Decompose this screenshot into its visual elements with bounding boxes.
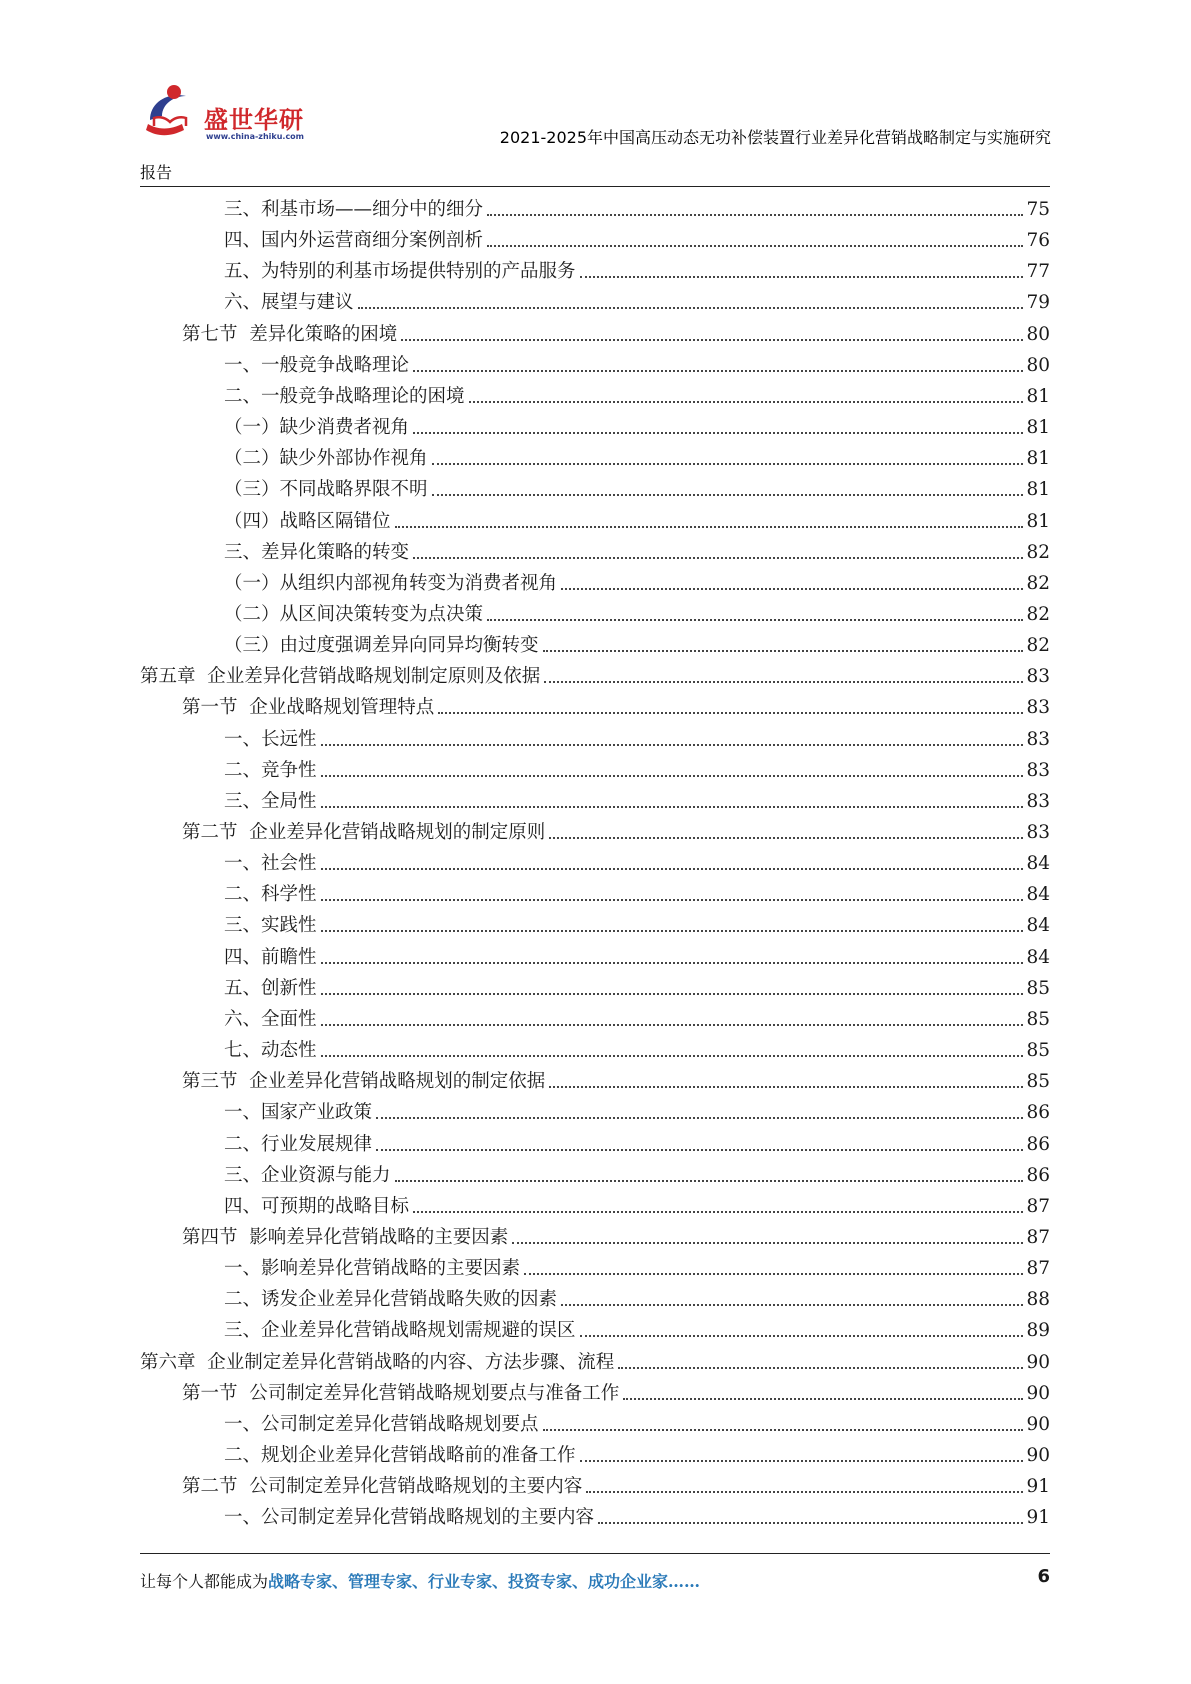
- toc-entry[interactable]: [224, 502, 1050, 533]
- toc-dot-leader: [549, 836, 1023, 839]
- toc-entry[interactable]: [224, 470, 1050, 501]
- toc-dot-leader: [561, 1303, 1023, 1306]
- toc-entry-title: （二）从区间决策转变为点决策: [224, 603, 484, 625]
- toc-dot-leader: [586, 1490, 1023, 1493]
- toc-dot-leader: [469, 400, 1024, 403]
- toc-entry-title: （三）不同战略界限不明: [224, 479, 428, 501]
- toc-dot-leader: [580, 275, 1024, 278]
- toc-entry[interactable]: [224, 938, 1050, 969]
- toc-entry-title: 第二节 公司制定差异化营销战略规划的主要内容: [182, 1476, 583, 1498]
- toc-entry-title: 四、可预期的战略目标: [224, 1195, 410, 1217]
- toc-entry-page: 90: [1026, 1351, 1050, 1373]
- toc-entry-title: 第六章 企业制定差异化营销战略的内容、方法步骤、流程: [140, 1351, 615, 1373]
- toc-entry-page: 91: [1026, 1476, 1050, 1498]
- toc-dot-leader: [376, 1148, 1023, 1151]
- toc-dot-leader: [413, 556, 1023, 559]
- toc-entry-title: 四、前瞻性: [224, 946, 317, 968]
- toc-entry-title: 二、诱发企业差异化营销战略失败的因素: [224, 1289, 558, 1311]
- logo-url: www.china-zhiku.com: [206, 132, 305, 141]
- toc-dot-leader: [598, 1521, 1023, 1524]
- toc-entry-title: 四、国内外运营商细分案例剖析: [224, 230, 484, 252]
- footer-slogan-suffix: ……: [668, 1572, 701, 1591]
- toc-entry[interactable]: [224, 377, 1050, 408]
- toc-dot-leader: [487, 244, 1023, 247]
- toc-entry[interactable]: [224, 1405, 1050, 1436]
- toc-entry-page: 91: [1026, 1507, 1050, 1529]
- toc-entry[interactable]: [224, 595, 1050, 626]
- toc-dot-leader: [487, 618, 1023, 621]
- toc-entry-page: 85: [1026, 1008, 1050, 1030]
- toc-entry-page: 87: [1026, 1226, 1050, 1248]
- logo-emblem-icon: [140, 80, 204, 144]
- toc-entry-page: 83: [1026, 759, 1050, 781]
- toc-entry-page: 82: [1026, 541, 1050, 563]
- toc-entry-page: 90: [1026, 1413, 1050, 1435]
- toc-entry[interactable]: [224, 1311, 1050, 1342]
- toc-dot-leader: [524, 1272, 1023, 1275]
- toc-dot-leader: [561, 587, 1023, 590]
- toc-entry[interactable]: [224, 1498, 1050, 1529]
- toc-dot-leader: [413, 369, 1023, 372]
- toc-entry[interactable]: [224, 844, 1050, 875]
- toc-entry-title: 第五章 企业差异化营销战略规划制定原则及依据: [140, 666, 541, 688]
- toc-entry-page: 85: [1026, 1040, 1050, 1062]
- toc-dot-leader: [321, 898, 1024, 901]
- toc-entry-page: 81: [1026, 417, 1050, 439]
- toc-entry[interactable]: [224, 283, 1050, 314]
- toc-entry[interactable]: [224, 1125, 1050, 1156]
- toc-entry[interactable]: [182, 813, 1050, 844]
- toc-entry-page: 83: [1026, 790, 1050, 812]
- toc-entry-title: 三、全局性: [224, 790, 317, 812]
- toc-dot-leader: [321, 805, 1024, 808]
- toc-entry-title: 二、竞争性: [224, 759, 317, 781]
- toc-entry-page: 80: [1026, 354, 1050, 376]
- toc-dot-leader: [321, 992, 1024, 995]
- toc-entry-page: 90: [1026, 1445, 1050, 1466]
- toc-entry-page: 76: [1026, 230, 1050, 252]
- toc-entry-page: 86: [1026, 1102, 1050, 1124]
- report-title-continuation: 报告: [140, 163, 173, 182]
- toc-entry-title: （二）缺少外部协作视角: [224, 448, 428, 470]
- toc-entry-title: 三、企业差异化营销战略规划需规避的误区: [224, 1320, 576, 1342]
- header-divider: [140, 186, 1050, 187]
- toc-entry-page: 82: [1026, 603, 1050, 625]
- toc-entry-page: 87: [1026, 1258, 1050, 1280]
- toc-dot-leader: [395, 1179, 1024, 1182]
- toc-entry[interactable]: [224, 751, 1050, 782]
- toc-entry-page: 82: [1026, 635, 1050, 657]
- toc-entry-title: 六、展望与建议: [224, 292, 354, 314]
- toc-dot-leader: [321, 1023, 1024, 1026]
- toc-dot-leader: [580, 1459, 1024, 1462]
- toc-dot-leader: [321, 1054, 1024, 1057]
- toc-entry[interactable]: [182, 315, 1050, 346]
- toc-entry-page: 84: [1026, 853, 1050, 875]
- toc-entry-title: 第四节 影响差异化营销战略的主要因素: [182, 1226, 509, 1248]
- toc-entry-title: 第一节 公司制定差异化营销战略规划要点与准备工作: [182, 1382, 620, 1404]
- toc-entry[interactable]: [224, 1187, 1050, 1218]
- toc-entry-title: （一）缺少消费者视角: [224, 417, 410, 439]
- toc-dot-leader: [321, 774, 1024, 777]
- toc-dot-leader: [432, 462, 1024, 465]
- toc-entry[interactable]: [224, 221, 1050, 252]
- toc-entry[interactable]: [224, 626, 1050, 657]
- toc-entry-page: 84: [1026, 946, 1050, 968]
- toc-dot-leader: [432, 493, 1024, 496]
- toc-entry-page: 86: [1026, 1133, 1050, 1155]
- toc-entry[interactable]: [224, 1031, 1050, 1062]
- toc-entry-page: 81: [1026, 479, 1050, 501]
- toc-entry-page: 85: [1026, 977, 1050, 999]
- toc-dot-leader: [438, 711, 1023, 714]
- toc-entry[interactable]: [182, 1374, 1050, 1405]
- toc-entry-page: 87: [1026, 1195, 1050, 1217]
- toc-entry[interactable]: [224, 564, 1050, 595]
- toc-entry[interactable]: [140, 1343, 1050, 1374]
- toc-entry-title: 一、公司制定差异化营销战略规划的主要内容: [224, 1507, 595, 1529]
- toc-entry-title: （四）战略区隔错位: [224, 510, 391, 532]
- toc-entry-title: 二、科学性: [224, 884, 317, 906]
- toc-entry[interactable]: [182, 688, 1050, 719]
- toc-entry-title: 五、创新性: [224, 977, 317, 999]
- toc-entry[interactable]: [224, 720, 1050, 751]
- toc-entry-title: 一、影响差异化营销战略的主要因素: [224, 1258, 521, 1280]
- toc-entry[interactable]: [224, 533, 1050, 564]
- toc-entry-title: 第一节 企业战略规划管理特点: [182, 697, 435, 719]
- toc-entry-title: 七、动态性: [224, 1040, 317, 1062]
- toc-entry-title: 三、实践性: [224, 915, 317, 937]
- toc-dot-leader: [413, 1210, 1023, 1213]
- toc-entry-page: 79: [1026, 292, 1050, 314]
- toc-entry-title: 一、一般竞争战略理论: [224, 354, 410, 376]
- toc-entry-page: 80: [1026, 323, 1050, 345]
- toc-dot-leader: [401, 338, 1023, 341]
- toc-entry-page: 90: [1026, 1382, 1050, 1404]
- toc-entry[interactable]: [224, 906, 1050, 937]
- toc-entry-title: 一、社会性: [224, 853, 317, 875]
- toc-dot-leader: [512, 1241, 1023, 1244]
- footer-slogan-highlight: 战略专家、管理专家、行业专家、投资专家、成功企业家: [268, 1572, 669, 1591]
- page-number: 6: [1037, 1566, 1050, 1587]
- toc-entry-title: 第三节 企业差异化营销战略规划的制定依据: [182, 1071, 546, 1093]
- toc-entry[interactable]: [224, 252, 1050, 283]
- toc-entry-title: （一）从组织内部视角转变为消费者视角: [224, 572, 558, 594]
- toc-entry-page: 84: [1026, 884, 1050, 906]
- toc-entry-title: 第七节 差异化策略的困境: [182, 323, 398, 345]
- toc-entry-page: 83: [1026, 822, 1050, 843]
- toc-entry-page: 88: [1026, 1289, 1050, 1311]
- page-header: [0, 0, 1191, 190]
- toc-entry-title: 五、为特别的利基市场提供特别的产品服务: [224, 261, 576, 283]
- toc-entry[interactable]: [224, 969, 1050, 1000]
- toc-dot-leader: [321, 961, 1024, 964]
- toc-dot-leader: [376, 1116, 1023, 1119]
- toc-dot-leader: [544, 680, 1023, 683]
- toc-entry-page: 89: [1026, 1320, 1050, 1342]
- toc-entry[interactable]: [224, 408, 1050, 439]
- toc-entry-title: （三）由过度强调差异向同异均衡转变: [224, 635, 539, 657]
- toc-dot-leader: [395, 525, 1024, 528]
- toc-entry-page: 83: [1026, 728, 1050, 750]
- toc-entry-title: 一、国家产业政策: [224, 1102, 373, 1124]
- toc-dot-leader: [487, 213, 1023, 216]
- toc-dot-leader: [543, 649, 1024, 652]
- toc-entry-page: 81: [1026, 385, 1050, 407]
- toc-entry[interactable]: [224, 1000, 1050, 1031]
- toc-dot-leader: [321, 867, 1024, 870]
- toc-entry[interactable]: [182, 1062, 1050, 1093]
- toc-entry-title: 六、全面性: [224, 1008, 317, 1030]
- toc-entry-title: 一、长远性: [224, 728, 317, 750]
- toc-entry[interactable]: [224, 782, 1050, 813]
- toc-entry-page: 84: [1026, 915, 1050, 937]
- toc-entry-title: 二、规划企业差异化营销战略前的准备工作: [224, 1445, 576, 1466]
- toc-entry-page: 82: [1026, 572, 1050, 594]
- toc-entry-title: 三、差异化策略的转变: [224, 541, 410, 563]
- toc-entry-title: 第二节 企业差异化营销战略规划的制定原则: [182, 822, 546, 843]
- toc-entry[interactable]: [224, 875, 1050, 906]
- toc-entry-page: 77: [1026, 261, 1050, 283]
- toc-entry-title: 一、公司制定差异化营销战略规划要点: [224, 1413, 539, 1435]
- toc-dot-leader: [549, 1085, 1023, 1088]
- logo-wordmark: 盛世华研: [204, 106, 304, 134]
- toc-entry-title: 二、行业发展规律: [224, 1133, 373, 1155]
- toc-entry-page: 75: [1026, 199, 1050, 220]
- toc-entry[interactable]: [224, 1156, 1050, 1187]
- toc-entry[interactable]: [224, 1436, 1050, 1467]
- toc-entry-page: 81: [1026, 448, 1050, 470]
- toc-dot-leader: [623, 1397, 1023, 1400]
- toc-entry[interactable]: [182, 1218, 1050, 1249]
- toc-dot-leader: [321, 929, 1024, 932]
- toc-entry-title: 二、一般竞争战略理论的困境: [224, 385, 465, 407]
- toc-entry[interactable]: [224, 190, 1050, 221]
- toc-dot-leader: [413, 431, 1023, 434]
- toc-entry-page: 83: [1026, 697, 1050, 719]
- toc-dot-leader: [321, 743, 1024, 746]
- toc-entry-page: 83: [1026, 666, 1050, 688]
- toc-dot-leader: [580, 1334, 1024, 1337]
- toc-entry-title: 三、企业资源与能力: [224, 1164, 391, 1186]
- footer-slogan: [140, 1569, 700, 1592]
- toc-entry-page: 86: [1026, 1164, 1050, 1186]
- toc-entry[interactable]: [224, 1093, 1050, 1124]
- footer-slogan-prefix: 让每个人都能成为: [140, 1572, 269, 1591]
- toc-entry[interactable]: [140, 657, 1050, 688]
- toc-entry[interactable]: [224, 346, 1050, 377]
- toc-entry-page: 85: [1026, 1071, 1050, 1093]
- toc-entry-title: 三、利基市场——细分中的细分: [224, 199, 484, 220]
- toc-entry-page: 81: [1026, 510, 1050, 532]
- toc-dot-leader: [618, 1366, 1023, 1369]
- company-logo: [140, 80, 320, 150]
- toc-entry[interactable]: [224, 439, 1050, 470]
- report-title: 2021-2025年中国高压动态无功补偿装置行业差异化营销战略制定与实施研究: [499, 128, 1051, 147]
- toc-entry[interactable]: [182, 1467, 1050, 1498]
- footer-divider: [140, 1553, 1050, 1554]
- toc-dot-leader: [358, 306, 1024, 309]
- toc-entry[interactable]: [224, 1280, 1050, 1311]
- toc-dot-leader: [543, 1428, 1024, 1431]
- toc-entry[interactable]: [224, 1249, 1050, 1280]
